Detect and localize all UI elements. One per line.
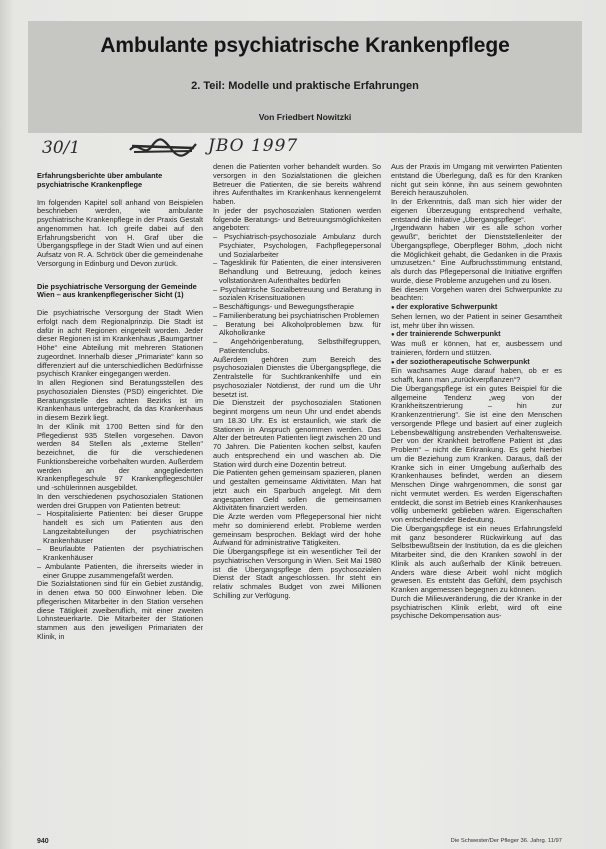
paragraph: In der Klinik mit 1700 Betten sind für den Pflegedienst 935 Stellen vorgesehen. Davon werden 84 Stellen als „externe Stellen“ bezeichnet, die für die verschiedenen Funktionsbereiche vorbehalten wurden. Außerdem werden an der angegliederten Krankenpflegeschule 97 Krankenpflegeschüler und -schülerinnen ausgebildet. [37,421,203,492]
scribble-mark [128,136,198,160]
page-number: 940 [37,838,49,845]
paragraph: Die psychiatrische Versorgung der Stadt Wien erfolgt nach dem Regionalprinzip. Die Stadt ist dafür in acht Regionen eingeteilt worden. Jeder dieser Regionen ist im Krankenhaus „Baumgartner Höhe“ eine Abteilung mit mehreren Stationen zugeordnet. Innerhalb dieser „Primariate“ kann so differenziert auf die unterschiedlichen Bedürfnisse psychisch Kranker eingegangen werden. [37,308,203,379]
journal-citation: Die Schwester/Der Pfleger 36. Jahrg. 11/97 [450,838,562,844]
handwritten-note-date: 30/1 [42,138,81,158]
text-column-3 [391,163,562,834]
list-item: – Psychiatrische Sozialbetreuung und Beratung in sozialen Krisensituationen [213,286,381,304]
list-item: – Beratung bei Alkoholproblemen bzw. für Alkoholkranke [213,321,381,339]
paragraph: Aus der Praxis im Umgang mit verwirrten Patienten entstand die Überlegung, daß es für den Kranken nicht gut sein könne, ihn aus seinem gewohnten Bereich herauszuholen. [391,163,562,198]
paragraph: Die Sozialstationen sind für ein Gebiet zuständig, in denen etwa 50 000 Einwohner leben. Die pflegerischen Mitarbeiter in den Station versehen diese Tätigkeit zweiberuflich, mit einer zweiten Lohnsteuerkarte. Die Mitarbeiter der Stationen stammen aus den jeweiligen Primariaten der Klinik, in [37,579,203,641]
section-heading: Die psychiatrische Versorgung der Gemeinde Wien – aus krankenpflegerischer Sicht (1) [37,281,197,300]
bullet-point: ● der soziotherapeutische Schwerpunkt [391,358,562,368]
paragraph: Durch die Milieuveränderung, die der Kranke in der psychiatrischen Klinik erlebt, wird oft eine psychische Dekompensation aus- [391,593,562,621]
paragraph: Was muß er können, hat er, ausbessern und trainieren, fördern und stützen. [391,339,562,357]
paragraph: Die Übergangspflege ist ein gutes Beispiel für die allgemeine Tendenz „weg von der Krankheitszentrierung – hin zur Krankenzentrierung“. Sie ist eine den Menschen versorgende Pflege und basiert auf einer zugleich Lebensbewältigung anstrebenden Verhaltensweise. Der von der Krankheit betroffene Patient ist „das Problem“ – nicht die Erkrankung. Es geht hierbei um die Beziehung zum Kranken. Daraus, daß der Kranke sich in einer Umgebung außerhalb des Krankenhauses befindet, werden an diesem Menschen Dinge wahrgenommen, die sonst gar nicht vermutet werden. Es werden Eigenschaften entdeckt, die sonst im Betrieb eines Krankenhauses völlig unbemerkt geblieben wären. Eigenschaften von entscheidender Bedeutung. [391,383,562,524]
paragraph: In der Erkenntnis, daß man sich hier wider der eigenen Überzeugung entsprechend verhalte, entstand die Initiative „Übergangspflege“. [391,197,562,224]
paragraph: Außerdem gehören zum Bereich des psychosozialen Dienstes die Übergangspflege, die Zentralstelle für Suchtkrankenhilfe und ein psychosozialer Notdienst, der rund um die Uhr besetzt ist. [213,354,381,399]
paragraph: Die Übergangspflege ist ein wesentlicher Teil der psychiatrischen Versorgung in Wien. Seit Mai 1980 ist die Übergangspflege dem psychosozialen Dienst der Stadt angeschlossen. Ihr steht ein relativ schmales Budget von zwei Millionen Schilling zur Verfügung. [213,547,381,600]
paragraph: Die Dienstzeit der psychosozialen Stationen beginnt morgens um neun Uhr und endet abends um 18.30 Uhr. Es ist erstaunlich, wie stark die Stationen in Anspruch genommen werden. Das Alter der betreuten Patienten liegt zwischen 20 und 70 Jahren. Die Patienten kochen selbst, kaufen auch entsprechend ein und waschen ab. Die Station wird durch eine Dozentin betreut. [213,398,381,469]
text-column-1 [37,172,203,834]
bullet-point: ● der explorative Schwerpunkt [391,303,562,313]
handwritten-note-reference: JBO 1997 [208,136,299,156]
paragraph: In den verschiedenen psychosozialen Stationen werden drei Gruppen von Patienten betreut: [37,491,203,510]
paragraph: „Irgendwann haben wir es alle schon vorher gewußt“, berichtet der Dienststellenleiter der Übergangspflege, Oberpfleger Böhm, „doch nicht die Möglichkeit gehabt, die Gedanken in die Praxis umzusetzen.“ Eine Aufbruchsstimmung entstand, als durch das Pflegepersonal die Initiative ergriffen wurde, diese Probleme anzugehen und zu lösen. [391,223,562,285]
article-subtitle: 2. Teil: Modelle und praktische Erfahrungen [191,80,419,92]
section-heading: Erfahrungsberichte über ambulante psychiatrische Krankenpflege [37,172,163,189]
paragraph: Die Patienten gehen gemeinsam spazieren, planen und gestalten gemeinsame Aktivitäten. Man hat jetzt auch ein Sparbuch angelegt. Mit dem angesparten Geld sollen die gemeinsamen Aktivitäten finanziert werden. [213,468,381,513]
article-author: Von Friedbert Nowitzki [258,112,352,122]
handwritten-note [40,134,340,162]
paragraph: Die Ärzte werden vom Pflegepersonal hier nicht mehr so dominierend erlebt. Probleme werden gemeinsam besprochen. Beklagt wird der hohe Aufwand für administrative Tätigkeiten. [213,512,381,548]
text-column-2 [213,163,381,834]
list-item: – Psychiatrisch-psychosoziale Ambulanz durch Psychiater, Psychologen, Fachpflegepersonal und Sozialarbeiter [213,233,381,259]
list-item: – Beschäftigungs- und Bewegungstherapie [213,303,381,312]
list-item: – Tagesklinik für Patienten, die einer intensiveren Behandlung und Betreuung, jedoch keines vollstationären Aufenthaltes bedürfen [213,259,381,285]
paragraph: Sehen lernen, wo der Patient in seiner Gesamtheit ist, mehr über ihn wissen. [391,311,562,330]
paragraph: Bei diesem Vorgehen waren drei Schwerpunkte zu beachten: [391,284,562,303]
paragraph: Ein wachsames Auge darauf haben, ob er es schafft, kann man „zurückverpflanzen“? [391,366,562,384]
paragraph: In allen Regionen sind Beratungsstellen des psychosozialen Dienstes (PSD) eingerichtet. Die Beratungsstelle des achten Bezirks ist im Krankenhaus untergebracht, da das Krankenhaus in diesem Bezirk liegt. [37,378,203,422]
list-item: – Angehörigenberatung, Selbsthilfegruppen, Patientenclubs. [213,338,381,356]
paragraph: In jeder der psychosozialen Stationen werden folgende Beratungs- und Betreuungsmöglichkeiten angeboten: [213,205,381,233]
article-title: Ambulante psychiatrische Krankenpflege [100,34,510,57]
paragraph: denen die Patienten vorher behandelt wurden. So versorgen in den Sozialstationen die gleichen Betreuer die Patienten, die sie bereits während ihres Aufenthaltes im Krankenhaus kennengelernt haben. [213,163,381,206]
paragraph: Die Übergangspflege ist ein neues Erfahrungsfeld mit ganz besonderer Rückwirkung auf das Selbstbewußtsein der Institution, da es die gleichen Mitarbeiter sind, die den Kranken sowohl in der Klinik als auch außerhalb der Klinik betreuen. Anders wäre diese Arbeit wohl nicht möglich gewesen. Es entsteht das Gefühl, dem psychisch Kranken angemessen begegnen zu können. [391,523,562,594]
paragraph: Im folgenden Kapitel soll anhand von Beispielen beschrieben werden, wie ambulante psychiatrische Krankenpflege in der Praxis Gestalt angenommen hat. Ich greife dabei auf den Erfahrungsbericht von H. Graf über die Übergangspflege in der Stadt Wien und auf einen Aufsatz von R. A. Schröck über die gemeindenahe Versorgung in Edinburg und Devon zurück. [37,197,203,268]
bullet-point: ● der trainierende Schwerpunkt [391,330,562,340]
list-item: – Hospitalisierte Patienten: bei dieser Gruppe handelt es sich um Patienten aus den Langzeitabteilungen der psychiatrischen Krankenhäuser [37,510,203,545]
list-item: – Familienberatung bei psychiatrischen Problemen [213,312,381,321]
list-item: – Ambulante Patienten, die ihrerseits wieder in einer Gruppe zusammengefaßt werden. [37,563,203,581]
list-item: – Beurlaubte Patienten der psychiatrischen Krankenhäuser [37,545,203,563]
